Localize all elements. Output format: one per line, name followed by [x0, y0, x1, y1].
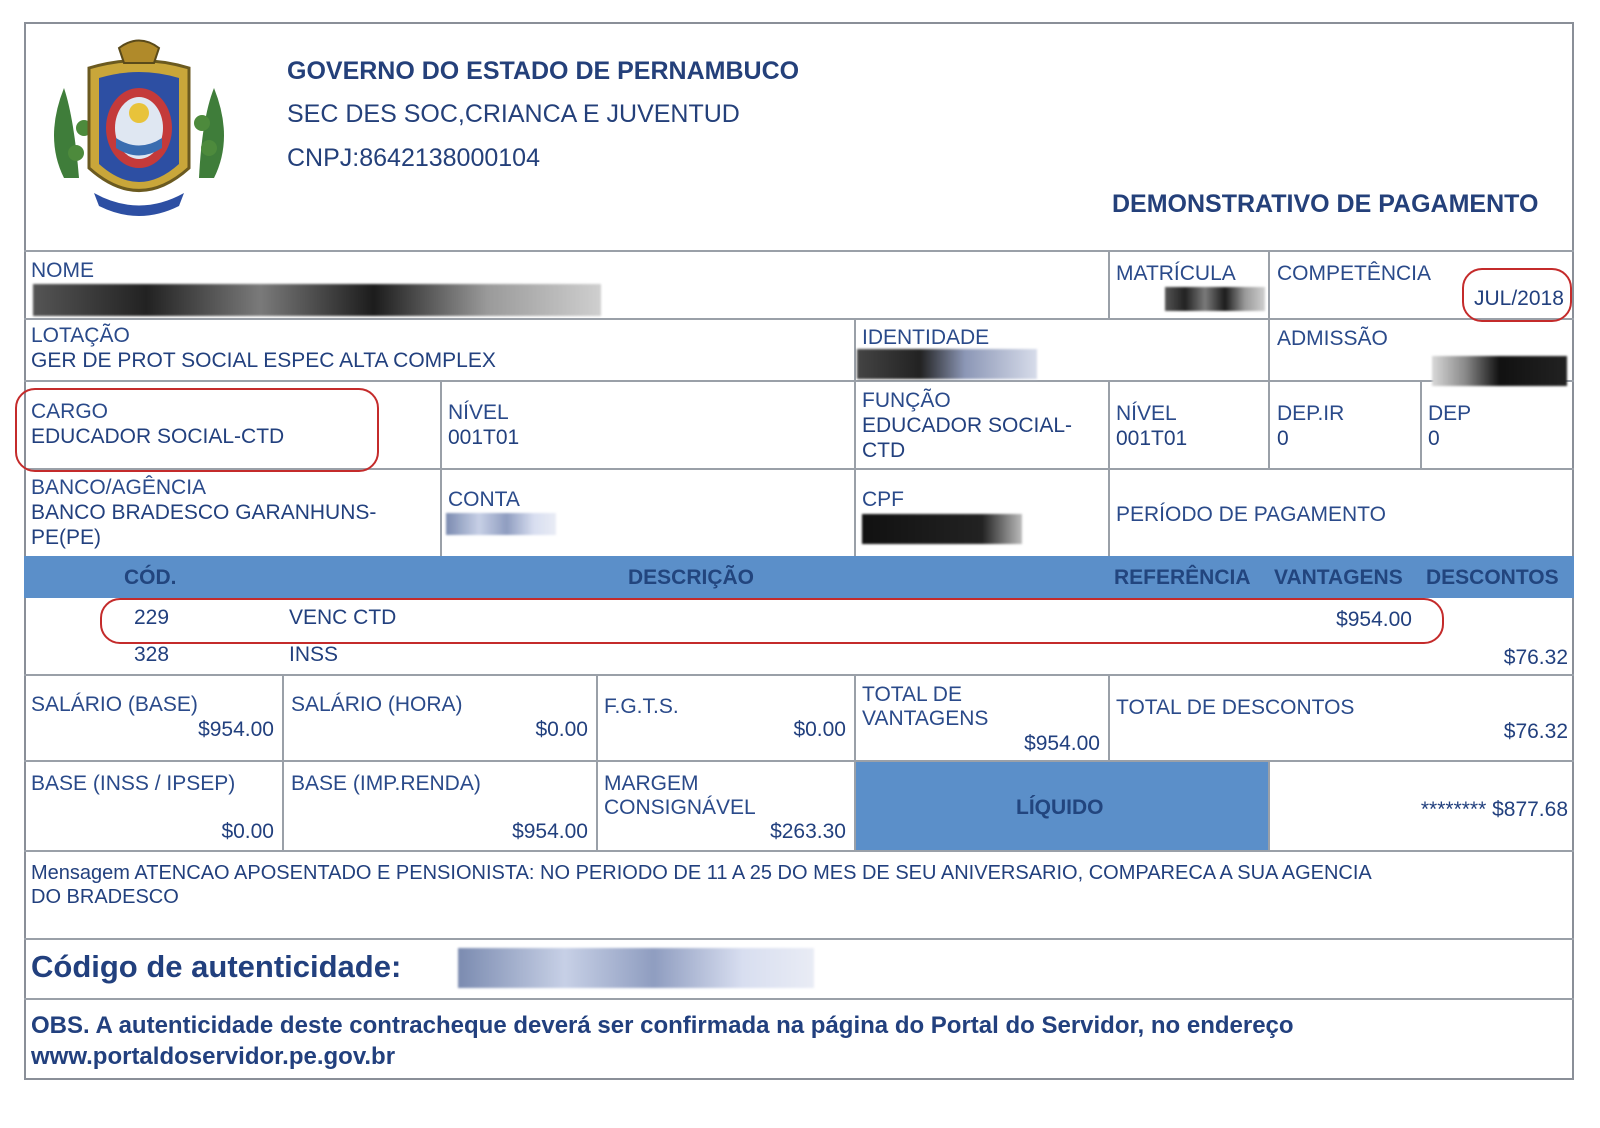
- total-descontos-label: TOTAL DE DESCONTOS: [1116, 696, 1355, 719]
- nome-redacted: [33, 284, 601, 316]
- salario-base-label: SALÁRIO (BASE): [31, 693, 198, 716]
- competencia-label: COMPETÊNCIA: [1277, 262, 1432, 285]
- identidade-redacted: [857, 349, 1037, 379]
- margem-value: $263.30: [770, 820, 846, 843]
- salario-hora-label: SALÁRIO (HORA): [291, 693, 463, 716]
- base-imp-value: $954.00: [512, 820, 588, 843]
- salario-hora-value: $0.00: [535, 718, 588, 741]
- base-inss-value: $0.00: [221, 820, 274, 843]
- conta-label: CONTA: [448, 488, 520, 511]
- message-line: Mensagem ATENCAO APOSENTADO E PENSIONISTA: NO PERIODO DE 11 A 25 DO MES DE SEU ANIVERSARIO, COMPARECA A SUA AGENCIA: [31, 862, 1372, 884]
- nivel-value: 001T01: [448, 426, 520, 449]
- matricula-label: MATRÍCULA: [1116, 262, 1236, 285]
- cpf-label: CPF: [862, 488, 904, 511]
- periodo-label: PERÍODO DE PAGAMENTO: [1116, 503, 1386, 526]
- col-cod-header: CÓD.: [124, 566, 177, 589]
- row-2-cod: 328: [134, 643, 170, 666]
- funcao-value: EDUCADOR SOCIAL-: [862, 414, 1073, 437]
- col-vantagens-header: VANTAGENS: [1274, 566, 1403, 589]
- message-line-cont: DO BRADESCO: [31, 886, 179, 908]
- row-2-descricao: INSS: [289, 643, 339, 666]
- margem-label-cont: CONSIGNÁVEL: [604, 796, 756, 819]
- base-imp-label: BASE (IMP.RENDA): [291, 772, 481, 795]
- banco-value-cont: PE(PE): [31, 526, 102, 549]
- salario-base-value: $954.00: [198, 718, 274, 741]
- obs-line: OBS. A autenticidade deste contracheque deverá ser confirmada na página do Portal do Servidor, no endereço: [31, 1012, 1294, 1039]
- banco-label: BANCO/AGÊNCIA: [31, 476, 207, 499]
- cnpj-line: CNPJ:8642138000104: [287, 144, 540, 172]
- document-title: DEMONSTRATIVO DE PAGAMENTO: [1112, 190, 1539, 218]
- total-vantagens-value: $954.00: [1024, 732, 1100, 755]
- dep-value: 0: [1428, 427, 1440, 450]
- auth-code-label: Código de autenticidade:: [31, 949, 402, 984]
- col-descricao-header: DESCRIÇÃO: [628, 566, 755, 589]
- nivel-label: NÍVEL: [448, 401, 509, 424]
- row-1-descricao: VENC CTD: [289, 606, 397, 629]
- payslip-frame: [24, 22, 1574, 1080]
- col-referencia-header: REFERÊNCIA: [1114, 566, 1251, 589]
- matricula-redacted: [1165, 287, 1265, 311]
- total-vantagens-label: TOTAL DE: [862, 683, 962, 706]
- identidade-label: IDENTIDADE: [862, 326, 990, 349]
- pernambuco-coat-of-arms-icon: [34, 28, 244, 238]
- lotacao-label: LOTAÇÃO: [31, 324, 130, 347]
- cargo-value: EDUCADOR SOCIAL-CTD: [31, 425, 285, 448]
- auth-code-redacted: [458, 948, 814, 988]
- conta-redacted: [446, 513, 556, 535]
- col-descontos-header: DESCONTOS: [1426, 566, 1559, 589]
- liquido-cell: [856, 762, 1268, 850]
- row-1-cod: 229: [134, 606, 170, 629]
- fgts-value: $0.00: [793, 718, 846, 741]
- lotacao-value: GER DE PROT SOCIAL ESPEC ALTA COMPLEX: [31, 349, 496, 372]
- dep-label: DEP: [1428, 402, 1472, 425]
- admissao-label: ADMISSÃO: [1277, 327, 1388, 350]
- banco-value: BANCO BRADESCO GARANHUNS-: [31, 501, 377, 524]
- liquido-label: LÍQUIDO: [1016, 796, 1104, 819]
- row-2-descontos: $76.32: [1503, 646, 1568, 669]
- row-1-vantagens: $954.00: [1336, 608, 1412, 631]
- funcao-label: FUNÇÃO: [862, 389, 951, 412]
- nivel2-label: NÍVEL: [1116, 402, 1177, 425]
- total-vantagens-label-cont: VANTAGENS: [862, 707, 989, 730]
- table-header-band: [24, 556, 1574, 598]
- nivel2-value: 001T01: [1116, 427, 1188, 450]
- cpf-redacted: [862, 514, 1022, 544]
- nome-label: NOME: [31, 259, 94, 282]
- fgts-label: F.G.T.S.: [604, 695, 679, 718]
- total-descontos-value: $76.32: [1503, 720, 1568, 743]
- depir-value: 0: [1277, 427, 1289, 450]
- portal-url[interactable]: www.portaldoservidor.pe.gov.br: [31, 1043, 396, 1070]
- funcao-value-cont: CTD: [862, 439, 906, 462]
- secretariat-name: SEC DES SOC,CRIANCA E JUVENTUD: [287, 100, 740, 128]
- competencia-value: JUL/2018: [1474, 287, 1564, 310]
- margem-label: MARGEM: [604, 772, 699, 795]
- admissao-redacted: [1432, 356, 1567, 386]
- cargo-label: CARGO: [31, 400, 109, 423]
- base-inss-label: BASE (INSS / IPSEP): [31, 772, 236, 795]
- depir-label: DEP.IR: [1277, 402, 1345, 425]
- government-title: GOVERNO DO ESTADO DE PERNAMBUCO: [287, 57, 800, 85]
- liquido-value: ******** $877.68: [1420, 798, 1568, 821]
